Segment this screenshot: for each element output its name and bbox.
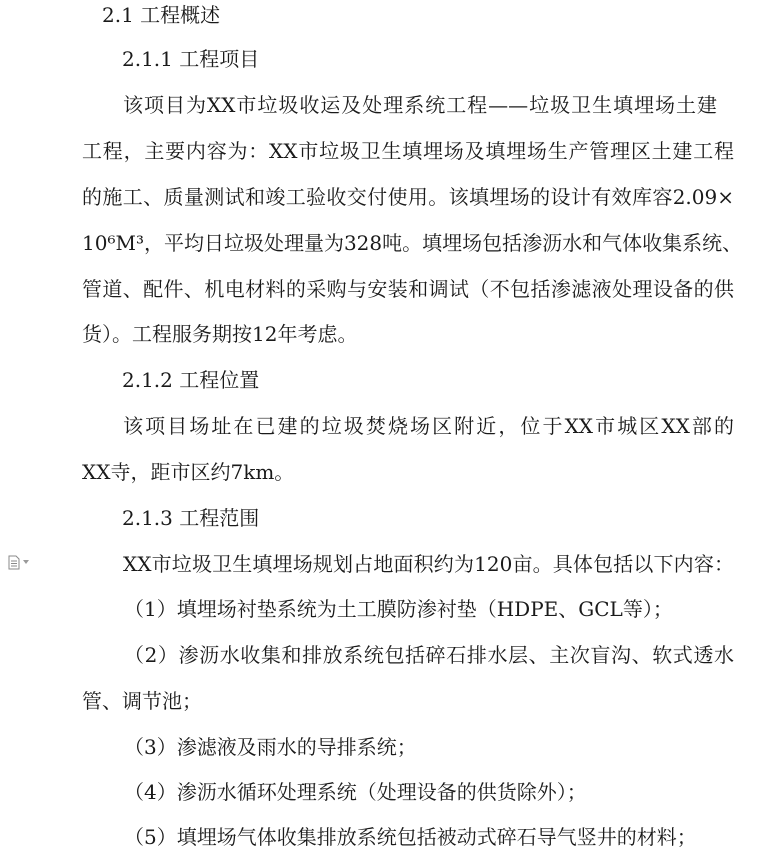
list-item: （5）填埋场气体收集排放系统包括被动式碎石导气竖井的材料； (124, 825, 697, 849)
subsection-heading-scope: 2.1.3 工程范围 (122, 506, 260, 530)
section-heading: 2.1 工程概述 (102, 3, 221, 27)
list-item: （1）填埋场衬垫系统为土工膜防渗衬垫（HDPE、GCL等）； (124, 597, 673, 621)
paragraph-line: 货）。工程服务期按12年考虑。 (82, 322, 358, 346)
document-options-icon[interactable] (8, 553, 38, 571)
paragraph-line: 该项目为XX市垃圾收运及处理系统工程——垃圾卫生填埋场土建 (123, 93, 717, 117)
paragraph-line: XX寺，距市区约7km。 (82, 460, 295, 484)
list-item: （2）渗沥水收集和排放系统包括碎石排水层、主次盲沟、软式透水 (124, 643, 734, 667)
page-icon (8, 555, 20, 570)
paragraph-line: 10⁶M³，平均日垃圾处理量为328吨。填埋场包括渗沥水和气体收集系统、 (82, 231, 743, 255)
paragraph-line: 管道、配件、机电材料的采购与安装和调试（不包括渗滤液处理设备的供 (82, 277, 734, 301)
list-item: （4）渗沥水循环处理系统（处理设备的供货除外）； (124, 780, 587, 804)
subsection-heading-project: 2.1.1 工程项目 (122, 47, 260, 71)
paragraph-line: 的施工、质量测试和竣工验收交付使用。该填埋场的设计有效库容2.09× (82, 185, 734, 209)
list-item-continuation: 管、调节池； (82, 689, 202, 713)
subsection-heading-location: 2.1.2 工程位置 (122, 368, 260, 392)
paragraph-line: 该项目场址在已建的垃圾焚烧场区附近，位于XX市城区XX部的 (123, 414, 734, 438)
chevron-down-icon (23, 560, 29, 564)
list-item: （3）渗滤液及雨水的导排系统； (124, 735, 417, 759)
paragraph-line: XX市垃圾卫生填埋场规划占地面积约为120亩。具体包括以下内容： (123, 552, 734, 576)
paragraph-line: 工程，主要内容为：XX市垃圾卫生填埋场及填埋场生产管理区土建工程 (82, 139, 734, 163)
